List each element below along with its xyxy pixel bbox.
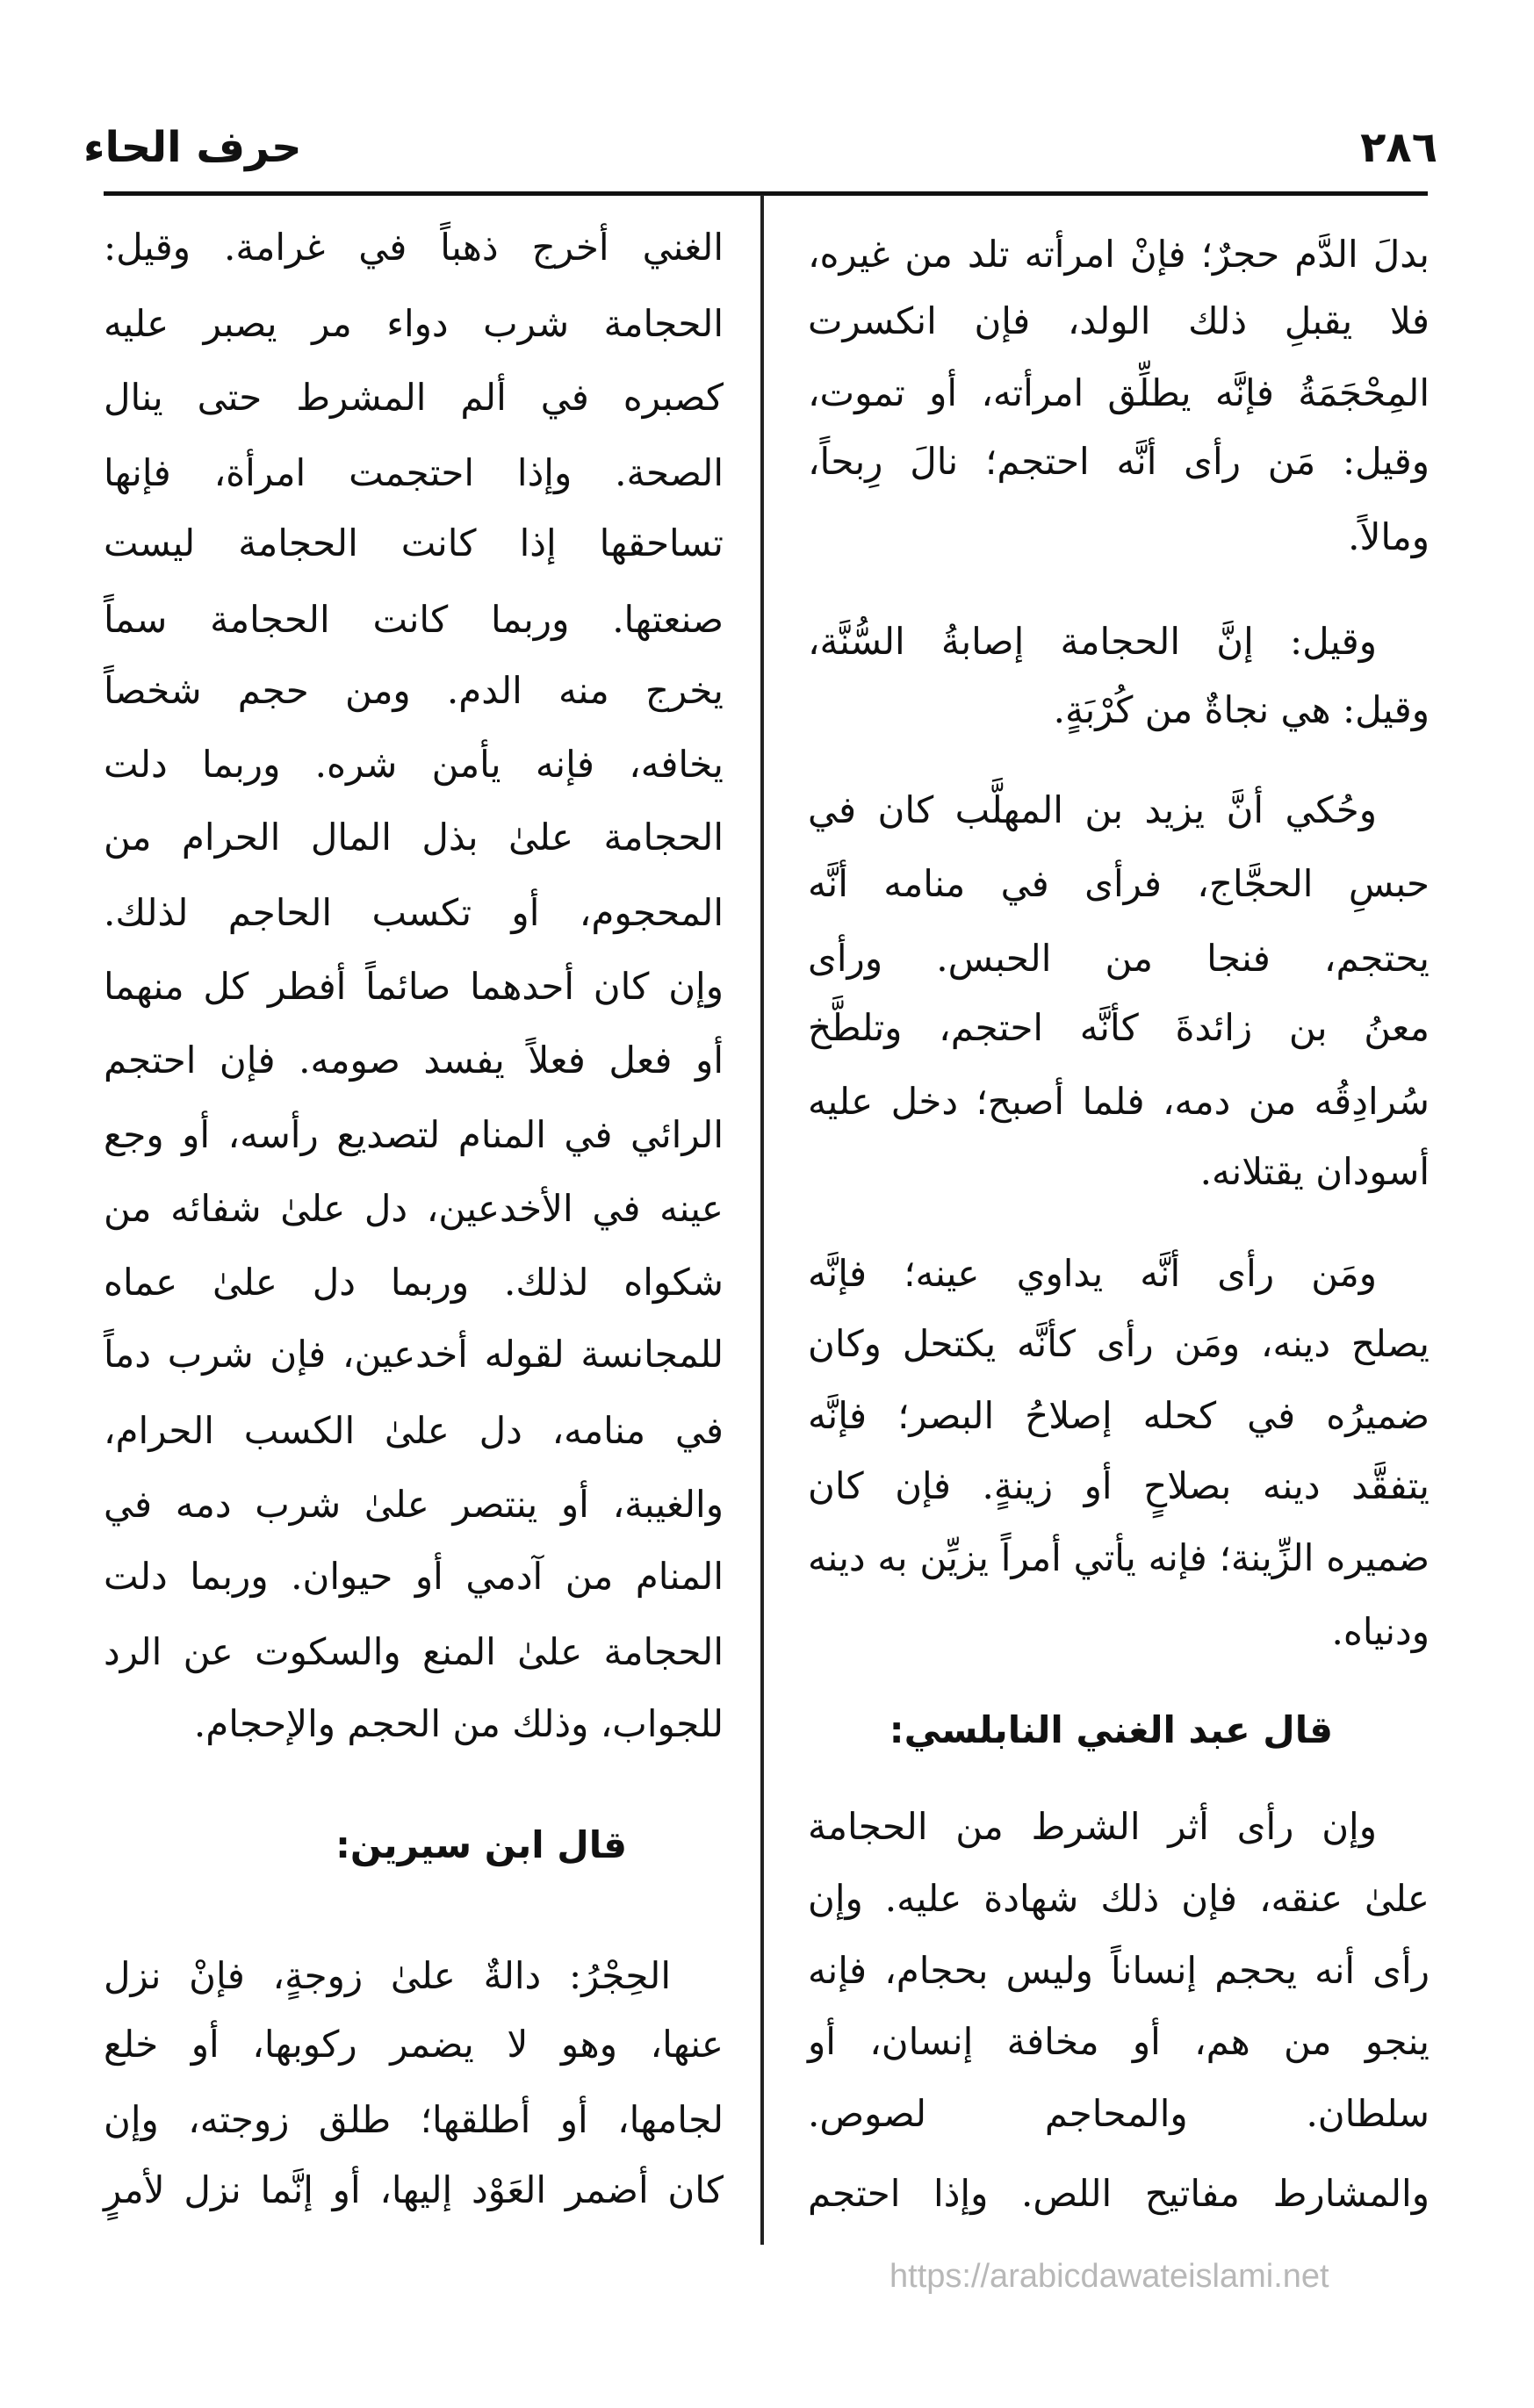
- text-line: كان أضمر العَوْد إليها، أو إنَّما نزل لأمرٍ: [104, 2168, 724, 2211]
- text-line: سلطان. والمحاجم لصوص.: [808, 2092, 1430, 2135]
- text-line: كصبره في ألم المشرط حتى ينال: [104, 376, 724, 419]
- text-line: الغني أخرج ذهباً في غرامة. وقيل:: [104, 226, 724, 269]
- text-line: والغيبة، أو ينتصر علىٰ شرب دمه في: [104, 1483, 724, 1526]
- text-line: الحجامة علىٰ بذل المال الحرام من: [104, 816, 724, 859]
- text-line: معنُ بن زائدةَ كأنَّه احتجم، وتلطَّخ: [808, 1006, 1430, 1049]
- text-line: ودنياه.: [1331, 1610, 1430, 1653]
- text-line: يخافه، فإنه يأمن شره. وربما دلت: [104, 743, 724, 786]
- column-divider: [760, 195, 764, 2245]
- text-line: والمشارط مفاتيح اللص. وإذا احتجم: [808, 2172, 1430, 2215]
- running-head: حرف الحاء: [83, 123, 302, 172]
- text-line: حبسِ الحجَّاج، فرأى في منامه أنَّه: [808, 862, 1430, 905]
- text-line: يحتجم، فنجا من الحبس. ورأى: [808, 937, 1430, 980]
- text-line: الحجامة شرب دواء مر يصبر عليه: [104, 302, 724, 345]
- text-line: أو فعل فعلاً يفسد صومه. فإن احتجم: [104, 1039, 724, 1082]
- text-line: عنها، وهو لا يضمر ركوبها، أو خلع: [104, 2023, 724, 2066]
- text-line: أسودان يقتلانه.: [1199, 1150, 1430, 1193]
- text-line: الرائي في المنام لتصديع رأسه، أو وجع: [104, 1113, 724, 1156]
- text-line: الحِجْرُ: دالةٌ علىٰ زوجةٍ، فإنْ نزل: [104, 1954, 671, 1997]
- text-line: للمجانسة لقوله أخدعين، فإن شرب دماً: [104, 1333, 724, 1376]
- text-line: سُرادِقُه من دمه، فلما أصبح؛ دخل عليه: [808, 1080, 1430, 1123]
- text-line: يصلح دينه، ومَن رأى كأنَّه يكتحل وكان: [808, 1322, 1430, 1365]
- text-line: للجواب، وذلك من الحجم والإحجام.: [193, 1702, 724, 1745]
- page-number: ٢٨٦: [1360, 123, 1437, 172]
- watermark-url: https://arabicdawateislami.net: [889, 2258, 1329, 2295]
- text-line: يتفقَّد دينه بصلاحٍ أو زينةٍ. فإن كان: [808, 1464, 1430, 1507]
- header-rule: [104, 191, 1428, 196]
- text-line: في منامه، دل علىٰ الكسب الحرام،: [104, 1409, 724, 1452]
- text-line: بدلَ الدَّم حجرٌ؛ فإنْ امرأته تلد من غيره،: [808, 233, 1430, 276]
- text-line: شكواه لذلك. وربما دل علىٰ عماه: [104, 1261, 724, 1304]
- section-heading: قال عبد الغني النابلسي:: [889, 1708, 1333, 1751]
- text-line: يخرج منه الدم. ومن حجم شخصاً: [104, 669, 724, 712]
- text-line: ضميرُه في كحله إصلاحُ البصر؛ فإنَّه: [808, 1394, 1430, 1437]
- text-line: ومالاً.: [1348, 515, 1430, 558]
- text-line: وقيل: مَن رأى أنَّه احتجم؛ نالَ رِبحاً،: [808, 440, 1430, 483]
- text-line: الصحة. وإذا احتجمت امرأة، فإنها: [104, 451, 724, 494]
- text-line: ومَن رأى أنَّه يداوي عينه؛ فإنَّه: [808, 1252, 1377, 1295]
- text-line: وقيل: إنَّ الحجامة إصابةُ السُّنَّة،: [808, 620, 1377, 663]
- text-line: صنعتها. وربما كانت الحجامة سماً: [104, 598, 724, 641]
- text-line: وإن كان أحدهما صائماً أفطر كل منهما: [104, 965, 724, 1008]
- text-line: تساحقها إذا كانت الحجامة ليست: [104, 521, 724, 564]
- text-line: لجامها، أو أطلقها؛ طلق زوجته، وإن: [104, 2098, 724, 2141]
- text-line: المِحْجَمَةُ فإنَّه يطلِّق امرأته، أو تموت،: [808, 371, 1430, 414]
- text-line: وإن رأى أثر الشرط من الحجامة: [808, 1805, 1377, 1848]
- text-line: ضميره الزِّينة؛ فإنه يأتي أمراً يزيِّن به دينه: [808, 1536, 1430, 1579]
- text-line: المحجوم، أو تكسب الحاجم لذلك.: [104, 891, 724, 934]
- text-line: علىٰ عنقه، فإن ذلك شهادة عليه. وإن: [808, 1877, 1430, 1920]
- section-heading: قال ابن سيرين:: [335, 1823, 627, 1866]
- text-line: ينجو من هم، أو مخافة إنسان، أو: [808, 2020, 1430, 2063]
- text-line: المنام من آدمي أو حيوان. وربما دلت: [104, 1555, 724, 1598]
- text-line: رأى أنه يحجم إنساناً وليس بحجام، فإنه: [808, 1949, 1430, 1992]
- text-line: الحجامة علىٰ المنع والسكوت عن الرد: [104, 1630, 724, 1673]
- text-line: فلا يقبلِ ذلك الولد، فإن انكسرت: [808, 299, 1430, 342]
- text-line: وحُكي أنَّ يزيد بن المهلَّب كان في: [808, 788, 1377, 831]
- text-line: عينه في الأخدعين، دل علىٰ شفائه من: [104, 1187, 724, 1230]
- text-line: وقيل: هي نجاةٌ من كُرْبَةٍ.: [1053, 688, 1430, 731]
